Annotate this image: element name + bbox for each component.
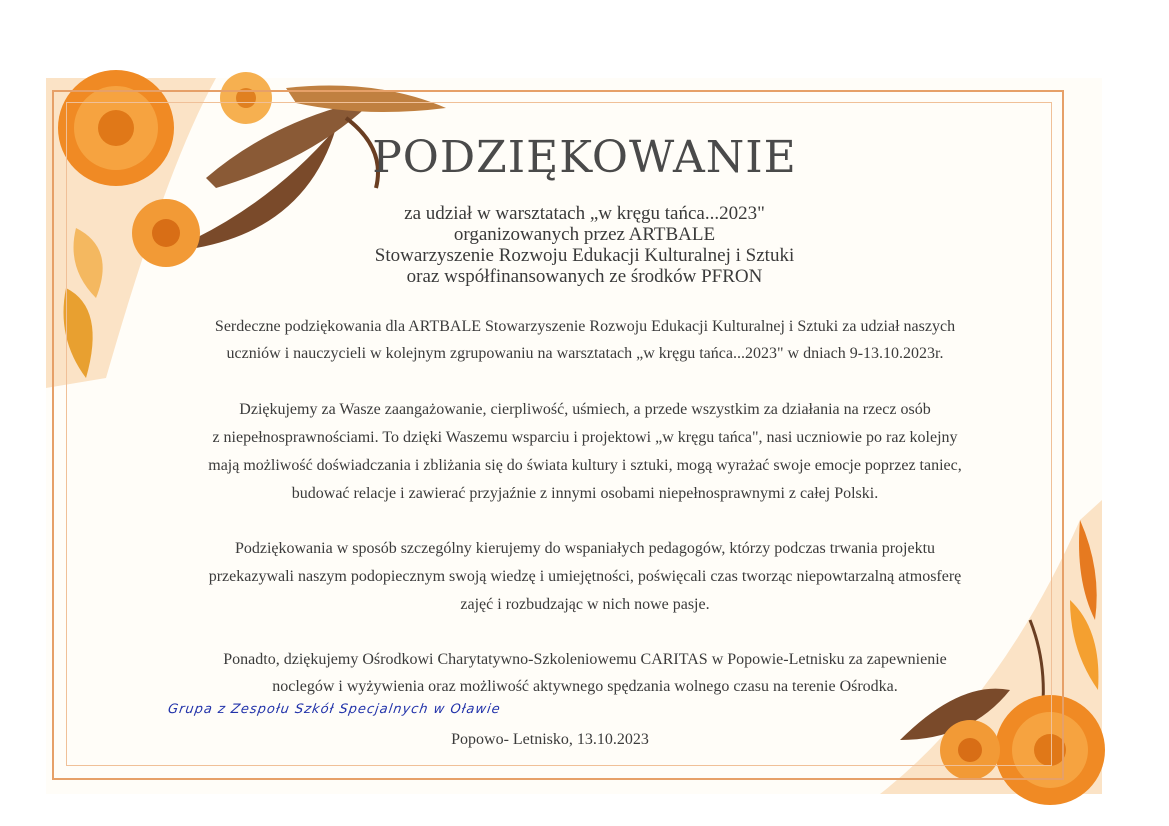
document-title: PODZIĘKOWANIE (372, 132, 797, 183)
place-and-date: Popowo- Letnisko, 13.10.2023 (451, 731, 649, 748)
paragraph-4-line-2: noclegów i wyżywienia oraz możliwość aktywnego spędzania wolnego czasu na terenie Ośrodka. (272, 678, 898, 695)
paragraph-1-line-1: Serdeczne podziękowania dla ARTBALE Stowarzyszenie Rozwoju Edukacji Kulturalnej i Sztuki za udział naszych (214, 318, 956, 335)
handwritten-note: Grupa z Zespołu Szkół Specjalnych w Oławie (166, 702, 502, 717)
paragraph-3-line-1: Podziękowania w sposób szczególny kierujemy do wspaniałych pedagogów, którzy podczas trwania projektu (234, 540, 936, 557)
paragraph-4-line-1: Ponadto, dziękujemy Ośrodkowi Charytatywno-Szkoleniowemu CARITAS w Popowie-Letnisku za zapewnienie (223, 651, 947, 668)
paragraph-1-line-2: uczniów i nauczycieli w kolejnym zgrupowaniu na warsztatach „w kręgu tańca...2023" w dniach 9-13.10.2023r. (226, 345, 944, 362)
paragraph-3-line-2: przekazywali naszym podopiecznym swoją wiedzę i umiejętności, poświęcali czas tworząc niepowtarzalną atmosferę (208, 568, 962, 585)
subtitle-line-2: organizowanych przez ARTBALE (453, 224, 716, 245)
subtitle-line-1: za udział w warsztatach „w kręgu tańca...2023" (404, 203, 765, 224)
subtitle-line-4: oraz współfinansowanych ze środków PFRON (406, 266, 763, 287)
paragraph-3-line-3: zajęć i rozbudzając w nich nowe pasje. (460, 596, 710, 613)
paragraph-2-line-3: mają możliwość doświadczania i zbliżania się do świata kultury i sztuki, mogą wyrażać swoje emocje poprzez taniec, (208, 457, 962, 474)
subtitle-line-3: Stowarzyszenie Rozwoju Edukacji Kulturalnej i Sztuki (374, 245, 795, 266)
paragraph-2-line-2: z niepełnosprawnościami. To dzięki Waszemu wsparciu i projektowi „w kręgu tańca", nasi uczniowie po raz kolejny (212, 429, 958, 446)
paragraph-2-line-1: Dziękujemy za Wasze zaangażowanie, cierpliwość, uśmiech, a przede wszystkim za działania na rzecz osób (239, 401, 931, 418)
paragraph-2-line-4: budować relacje i zawierać przyjaźnie z innymi osobami niepełnosprawnymi z całej Polski. (291, 485, 879, 502)
